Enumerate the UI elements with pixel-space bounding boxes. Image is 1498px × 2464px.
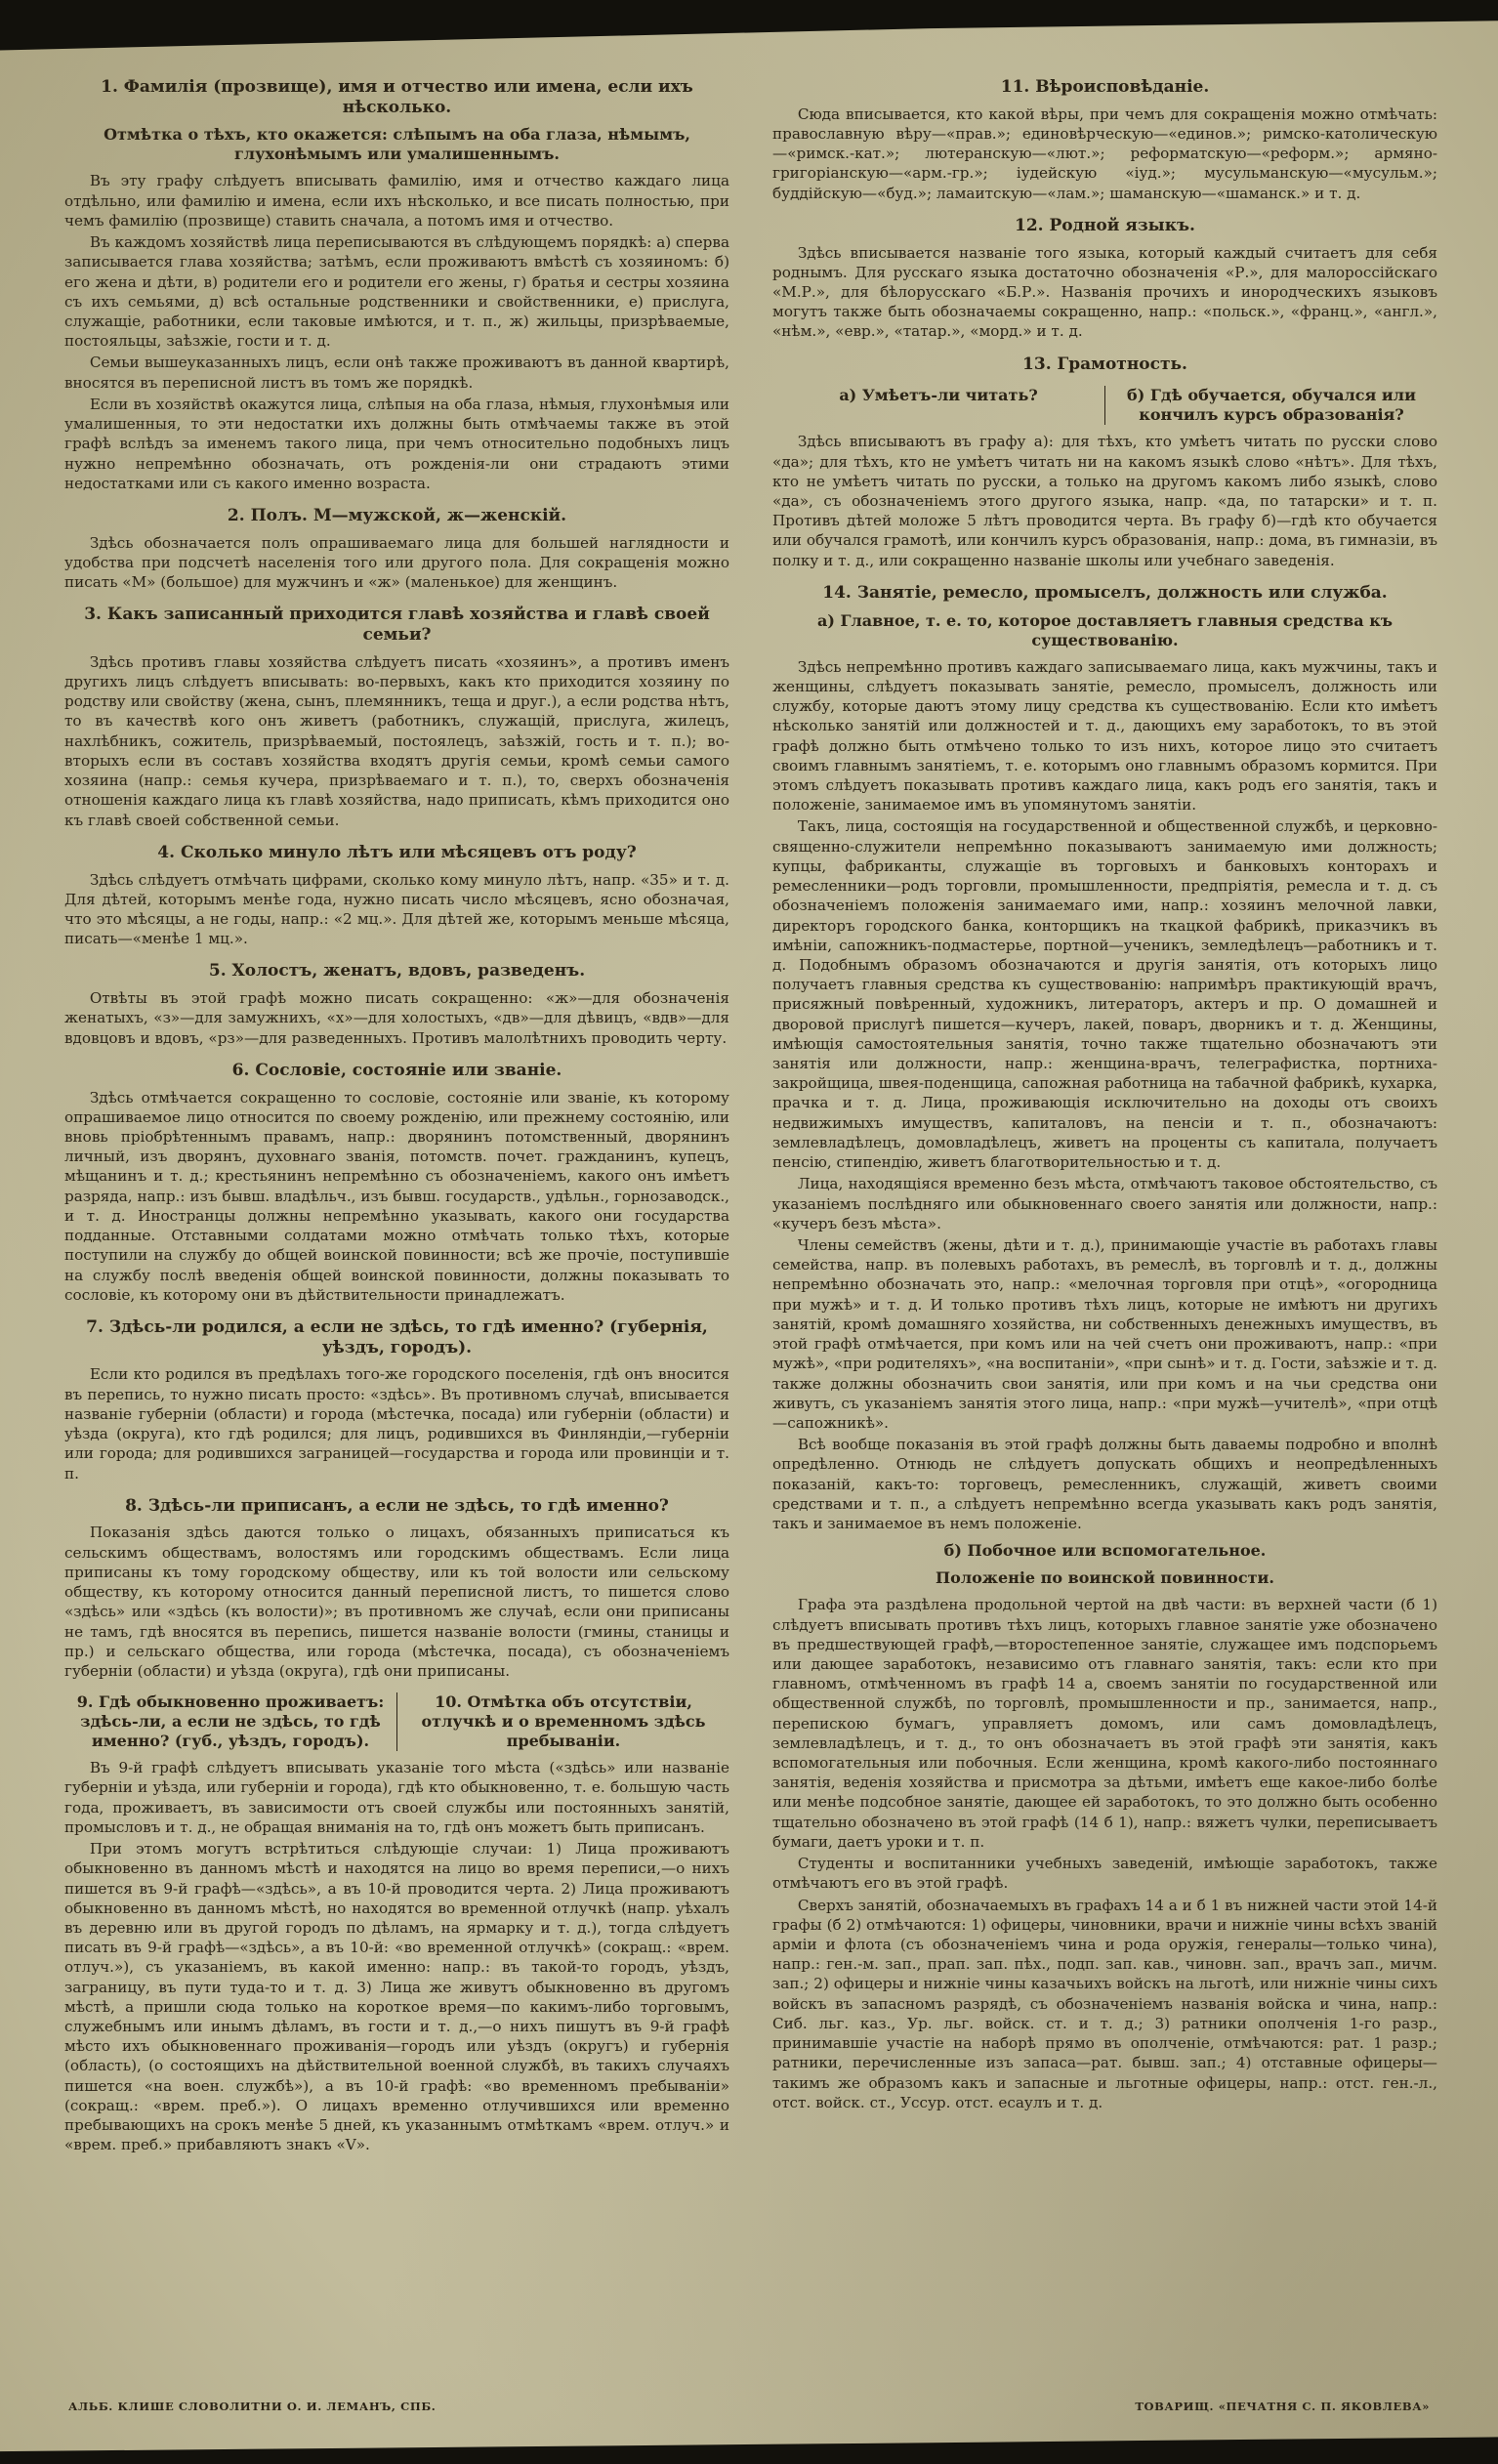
section-heading: 5. Холостъ, женатъ, вдовъ, разведенъ. [208, 961, 586, 981]
imprint-left: АЛЬБ. КЛИШЕ СЛОВОЛИТНИ О. И. ЛЕМАНЪ, СПБ. [68, 2400, 437, 2413]
paragraph: Показанія здѣсь даются только о лицахъ, обязанныхъ приписаться къ сельскимъ обществамъ, волостямъ или городскимъ обществамъ. Если лица приписаны къ тому городскому обществу, или къ той волости или сельскому обществу, къ которому относится данный переписной листъ, то пишется слово «здѣсь» или «здѣсь (къ волости)»; въ противномъ же случаѣ, если они приписаны не тамъ, гдѣ вносятся въ перепись, пишется названіе волости (гмины, станицы и пр.) и сельскаго общества, или города (мѣстечка, посада), съ обозначеніемъ губерніи (области) и уѣзда (округа), гдѣ они приписаны. [64, 1524, 729, 1680]
paragraph: Члены семействъ (жены, дѣти и т. д.), принимающіе участіе въ работахъ главы семейства, напр. въ полевыхъ работахъ, въ ремеслѣ, въ торговлѣ и т. д., должны непремѣнно обозначать это, напр.: «мелочная торговля при отцѣ», «огородница при мужѣ» и т. д. И только противъ тѣхъ лицъ, которые не имѣютъ ни другихъ занятій, кромѣ домашняго хозяйства, ни собственныхъ денежныхъ имуществъ, въ этой графѣ отмѣчается, при комъ или на чей счетъ они проживаютъ, напр.: «при мужѣ», «при родителяхъ», «на воспитаніи», «при сынѣ» и т. д. Гости, заѣзжіе и т. д. также должны обозначить свои занятія, или при комъ и на чьи средства они живутъ, съ указаніемъ занятія этого лица, напр.: «при мужѣ—учителѣ», «при отцѣ—сапожникѣ». [772, 1236, 1437, 1432]
section-heading: 1. Фамилія (прозвище), имя и отчество или имена, если ихъ нѣсколько. [101, 77, 693, 117]
section-subheading: Отмѣтка о тѣхъ, кто окажется: слѣпымъ на оба глаза, нѣмымъ, глухонѣмымъ или умалишеннымъ. [104, 125, 690, 164]
section-heading: 3. Какъ записанный приходится главѣ хозяйства и главѣ своей семьи? [84, 605, 710, 646]
section-heading: 4. Сколько минуло лѣтъ или мѣсяцевъ отъ роду? [157, 842, 637, 862]
section-heading: 2. Полъ. М—мужской, ж—женскій. [227, 505, 567, 525]
left-column [64, 64, 729, 2157]
paragraph: Графа эта раздѣлена продольной чертой на двѣ части: въ верхней части (б 1) слѣдуетъ вписывать противъ тѣхъ лицъ, которыхъ главное занятіе уже обозначено въ предшествующей графѣ,—второстепенное занятіе, служащее имъ подспорьемъ или дающее заработокъ, независимо отъ главнаго занятія, такъ: если кто при главномъ, отмѣченномъ въ графѣ 14 а, своемъ занятіи по государственной или общественной службѣ, по торговлѣ, промышленности и пр., занимается, напр., перепискою бумагъ, управляетъ домомъ, или самъ домовладѣлецъ, землевладѣлецъ, и т. д., то онъ обозначаетъ въ этой графѣ эти занятія, какъ вспомогательныя или побочныя. Если женщина, кромѣ какого-либо постояннаго занятія, веденія хозяйства и присмотра за дѣтьми, имѣетъ еще какое-либо болѣе или менѣе подсобное занятіе, дающее ей заработокъ, то это должно быть особенно тщательно обозначено въ этой графѣ (14 б 1), напр.: вяжетъ чулки, переписываетъ бумаги, даетъ уроки и т. п. [772, 1596, 1437, 1851]
section-heading: 14. Занятіе, ремесло, промыселъ, должность или служба. [822, 582, 1388, 603]
paragraph: Семьи вышеуказанныхъ лицъ, если онѣ также проживаютъ въ данной квартирѣ, вносятся въ переписной листъ въ томъ же порядкѣ. [64, 354, 729, 392]
right-column [772, 64, 1437, 2157]
paragraph: Лица, находящіяся временно безъ мѣста, отмѣчаютъ таковое обстоятельство, съ указаніемъ послѣдняго или обыкновеннаго своего занятія или должности, напр.: «кучеръ безъ мѣста». [772, 1175, 1437, 1232]
section-heading: 13. Грамотность. [1022, 354, 1187, 374]
paragraph: Въ каждомъ хозяйствѣ лица переписываются въ слѣдующемъ порядкѣ: а) сперва записывается глава хозяйства; затѣмъ, если проживаютъ вмѣстѣ съ хозяиномъ: б) его жена и дѣти, в) родители его и родители его жены, г) братья и сестры хозяина съ ихъ семьями, д) всѣ остальные родственники и свойственники, е) прислуга, служащіе, работники, если таковые имѣются, и т. п., ж) жильцы, призрѣваемые, постояльцы, заѣзжіе, гости и т. д. [64, 233, 729, 351]
paragraph: Всѣ вообще показанія въ этой графѣ должны быть даваемы подробно и вполнѣ опредѣленно. Отнюдь не слѣдуетъ допускать общихъ и неопредѣленныхъ показаній, какъ-то: торговецъ, ремесленникъ, служащій, живетъ своими средствами и т. п., а слѣдуетъ непремѣнно всегда указывать какъ родъ занятія, такъ и занимаемое въ немъ положеніе. [772, 1436, 1437, 1533]
section-heading: а) Умѣетъ-ли читать? [839, 386, 1038, 405]
paragraph: Въ эту графу слѣдуетъ вписывать фамилію, имя и отчество каждаго лица отдѣльно, или фамилію и имена, если ихъ нѣсколько, и все писать полностью, при чемъ фамилію (прозвище) ставить сначала, а потомъ имя и отчество. [64, 172, 729, 230]
section-subheading: б) Побочное или вспомогательное. [943, 1541, 1267, 1561]
paragraph: Въ 9-й графѣ слѣдуетъ вписывать указаніе того мѣста («здѣсь» или названіе губерніи и уѣзда, или губерніи и города), гдѣ кто обыкновенно, т. е. большую часть года, проживаетъ, въ зависимости отъ своей службы или постоянныхъ занятій, промысловъ и т. д., не обращая вниманія на то, гдѣ онъ можетъ быть приписанъ. [64, 1759, 729, 1836]
paragraph: Здѣсь противъ главы хозяйства слѣдуетъ писать «хозяинъ», а противъ именъ другихъ лицъ слѣдуетъ вписывать: во-первыхъ, какъ кто приходится хозяину по родству или свойству (жена, сынъ, племянникъ, теща и друг.), а если родства нѣтъ, то въ качествѣ кого онъ живетъ (работникъ, служащій, прислуга, жилецъ, нахлѣбникъ, сожитель, призрѣваемый, постоялецъ, заѣзжій, гость и т. п.); во-вторыхъ если въ составъ хозяйства входятъ другія семьи, кромѣ семьи самого хозяина (напр.: семья кучера, призрѣваемаго и т. п.), то, сверхъ обозначенія отношенія каждаго лица къ главѣ хозяйства, надо приписать, кѣмъ приходится оно къ главѣ своей собственной семьи. [64, 652, 729, 829]
imprint-right: ТОВАРИЩ. «ПЕЧАТНЯ С. П. ЯКОВЛЕВА» [1135, 2400, 1430, 2413]
paragraph: Здѣсь непремѣнно противъ каждаго записываемаго лица, какъ мужчины, такъ и женщины, слѣдуетъ показывать занятіе, ремесло, промыселъ, должность или службу, которые даютъ этому лицу средства къ существованію. Если кто имѣетъ нѣсколько занятій или должностей и т. д., дающихъ ему заработокъ, то въ этой графѣ должно быть отмѣчено только то изъ нихъ, которое лицо это считаетъ своимъ главнымъ занятіемъ, т. е. которымъ оно главнымъ образомъ кормится. При этомъ слѣдуетъ показывать противъ каждаго лица, какъ родъ его занятія, такъ и положеніе, занимаемое имъ въ упомянутомъ занятіи. [772, 657, 1437, 814]
section-heading: 6. Сословіе, состояніе или званіе. [231, 1060, 562, 1080]
paragraph: Такъ, лица, состоящія на государственной и общественной службѣ, и церковно-священно-служители непремѣнно показываютъ занимаемую ими должность; купцы, фабриканты, служащіе въ торговыхъ и банковыхъ конторахъ и ремесленники—родъ торговли, промышленности, предпріятія, ремесла и т. д. съ обозначеніемъ положенія занимаемаго ими, напр.: хозяинъ мелочной лавки, директоръ городского банка, конторщикъ на ткацкой фабрикѣ, приказчикъ въ имѣніи, сапожникъ-подмастерье, портной—ученикъ, земледѣлецъ—работникъ и т. д. Подобнымъ образомъ обозначаются и другія занятія, отъ которыхъ лицо получаетъ главныя средства къ существованію: напримѣръ практикующій врачъ, присяжный повѣренный, художникъ, литераторъ, актеръ и пр. О домашней и дворовой прислугѣ пишется—кучеръ, лакей, поваръ, дворникъ и т. д. Женщины, имѣющія самостоятельныя занятія, точно также тщательно обозначаютъ эти занятія или должности, напр.: женщина-врачъ, телеграфистка, портниха-закройщица, швея-поденщица, сапожная работница на табачной фабрикѣ, кухарка, прачка и т. д. Лица, проживающія исключительно на доходы отъ своихъ недвижимыхъ имуществъ, капиталовъ, на пенсіи и т. п., обозначаютъ: землевладѣлецъ, домовладѣлецъ, живетъ на проценты съ капитала, получаетъ пенсію, стипендію, живетъ благотворительностью и т. д. [772, 817, 1437, 1172]
paragraph: Если въ хозяйствѣ окажутся лица, слѣпыя на оба глаза, нѣмыя, глухонѣмыя или умалишенныя, то эти недостатки ихъ должны быть отмѣчаемы также въ этой графѣ вслѣдъ за именемъ такого лица, при чемъ относительно подобныхъ лицъ нужно непремѣнно обозначать, отъ рожденія-ли они страдаютъ этими недостатками или съ какого именно возраста. [64, 395, 729, 492]
section-heading: б) Гдѣ обучается, обучался или кончилъ курсъ образованія? [1104, 386, 1437, 425]
paragraph: Здѣсь вписываютъ въ графу а): для тѣхъ, кто умѣетъ читать по русски слово «да»; для тѣхъ, кто не умѣетъ читать ни на какомъ языкѣ слово «нѣтъ». Для тѣхъ, кто не умѣетъ читать по русски, а только на другомъ какомъ либо языкѣ, слово «да», съ обозначеніемъ этого другого языка, напр. «да, по татарски» и т. п. Противъ дѣтей моложе 5 лѣтъ проводится черта. Въ графу б)—гдѣ кто обучается или обучался грамотѣ, или кончилъ курсъ образованія, напр.: дома, въ гимназіи, въ полку и т. д., или сокращенно названіе школы или учебнаго заведенія. [772, 433, 1437, 569]
paragraph: Сюда вписывается, кто какой вѣры, при чемъ для сокращенія можно отмѣчать: православную вѣру—«прав.»; единовѣрческую—«единов.»; римско-католическую—«римск.-кат.»; лютеранскую—«лют.»; реформатскую—«реформ.»; армяно-григоріанскую—«арм.-гр.»; іудейскую «іуд.»; мусульманскую—«мусульм.»; буддійскую—«буд.»; ламаитскую—«лам.»; шаманскую—«шаманск.» и т. д. [772, 104, 1437, 202]
paragraph: Здѣсь вписывается названіе того языка, который каждый считаетъ для себя роднымъ. Для русскаго языка достаточно обозначенія «Р.», для малороссійскаго «М.Р.», для бѣлорусскаго «Б.Р.». Названія прочихъ и инородческихъ языковъ могутъ также быть обозначаемы сокращенно, напр.: «польск.», «франц.», «англ.», «нѣм.», «евр.», «татар.», «морд.» и т. д. [772, 243, 1437, 341]
paragraph: Сверхъ занятій, обозначаемыхъ въ графахъ 14 а и б 1 въ нижней части этой 14-й графы (б 2) отмѣчаются: 1) офицеры, чиновники, врачи и нижніе чины всѣхъ званій арміи и флота (съ обозначеніемъ чина и рода оружія, генералы—только чина), напр.: ген.-м. зап., прап. зап. пѣх., подп. зап. кав., чиновн. зап., врачъ зап., мичм. зап.; 2) офицеры и нижніе чины казачьихъ войскъ на льготѣ, или нижніе чины сихъ войскъ въ запасномъ разрядѣ, съ обозначеніемъ названія войска и чина, напр.: Сиб. льг. каз., Ур. льг. войск. ст. и т. д.; 3) ратники ополченія 1-го разр., принимавшіе участіе на наборѣ прямо въ ополченіе, отмѣчаются: рат. 1 разр.; ратники, перечисленные изъ запаса—рат. бывш. зап.; 4) отставные офицеры—такимъ же образомъ какъ и запасные и льготные офицеры, напр.: отст. ген.-л., отст. войск. ст., Уссур. отст. есаулъ и т. д. [772, 1896, 1437, 2111]
section-heading: 7. Здѣсь-ли родился, а если не здѣсь, то гдѣ именно? (губернія, уѣздъ, городъ). [86, 1316, 708, 1357]
paragraph: Здѣсь обозначается полъ опрашиваемаго лица для большей наглядности и удобства при подсчетѣ населенія того или другого пола. Для сокращенія можно писать «М» (большое) для мужчинъ и «ж» (маленькое) для женщинъ. [64, 533, 729, 592]
section-subheading: Положеніе по воинской повинности. [936, 1568, 1274, 1588]
section-heading-pair [772, 386, 1437, 425]
paragraph: При этомъ могутъ встрѣтиться слѣдующіе случаи: 1) Лица проживаютъ обыкновенно въ данномъ мѣстѣ и находятся на лицо во время переписи,—о нихъ пишется въ 9-й графѣ—«здѣсь», а въ 10-й проводится черта. 2) Лица проживаютъ обыкновенно въ данномъ мѣстѣ, но находятся во временной отлучкѣ (напр. уѣхалъ въ деревню или въ другой городъ по дѣламъ, на ярмарку и т. д.), тогда слѣдуетъ писать въ 9-й графѣ—«здѣсь», а въ 10-й: «во временной отлучкѣ» (сокращ.: «врем. отлуч.»), съ указаніемъ, въ какой именно: напр.: въ такой-то городъ, уѣздъ, заграницу, въ пути туда-то и т. д. 3) Лица же живутъ обыкновенно въ другомъ мѣстѣ, а пришли сюда только на короткое время—по какимъ-либо торговымъ, служебнымъ или инымъ дѣламъ, въ гости и т. д.,—о нихъ пишутъ въ 9-й графѣ мѣсто ихъ обыкновеннаго проживанія—городъ или уѣздъ (округъ) и губернія (область), (о состоящихъ на дѣйствительной военной службѣ, въ такихъ случаяхъ пишется «на воен. службѣ»), а въ 10-й графѣ: «во временномъ пребываніи» (сокращ.: «врем. преб.»). О лицахъ временно отлучившихся или временно пребывающихъ на срокъ менѣе 5 дней, къ указаннымъ отмѣткамъ «врем. отлуч.» и «врем. преб.» прибавляютъ знакъ «V». [64, 1840, 729, 2154]
paragraph: Студенты и воспитанники учебныхъ заведеній, имѣющіе заработокъ, также отмѣчаютъ его въ этой графѣ. [772, 1855, 1437, 1893]
paragraph: Здѣсь отмѣчается сокращенно то сословіе, состояніе или званіе, къ которому опрашиваемое лицо относится по своему рожденію, или прежнему состоянію, или вновь пріобрѣтеннымъ правамъ, напр.: дворянинъ потомственный, дворянинъ личный, изъ дворянъ, духовнаго званія, потомств. почет. гражданинъ, купецъ, мѣщанинъ и т. д.; крестьянинъ непремѣнно съ обозначеніемъ, какого онъ имѣетъ разряда, напр.: изъ бывш. владѣльч., изъ бывш. государств., удѣльн., горнозаводск., и т. д. Иностранцы должны непремѣнно указывать, какого они государства подданные. Отставными солдатами можно отмѣчать только тѣхъ, которые поступили на службу до общей воинской повинности; всѣ же прочіе, поступившіе на службу послѣ введенія общей воинской повинности, должны показывать то сословіе, къ которому они въ дѣйствительности принадлежатъ. [64, 1088, 729, 1304]
section-heading: 9. Гдѣ обыкновенно проживаетъ: здѣсь-ли, а если не здѣсь, то гдѣ именно? (губ., уѣздъ, городъ). [76, 1692, 385, 1751]
section-heading: 12. Родной языкъ. [1015, 215, 1195, 235]
paragraph: Отвѣты въ этой графѣ можно писать сокращенно: «ж»—для обозначенія женатыхъ, «з»—для замужнихъ, «х»—для холостыхъ, «дв»—для дѣвицъ, «вдв»—для вдовцовъ и вдовъ, «рз»—для разведенныхъ. Противъ малолѣтнихъ проводить черту. [64, 989, 729, 1047]
section-heading-pair [64, 1692, 729, 1751]
section-heading: 11. Вѣроисповѣданіе. [1000, 77, 1210, 97]
section-heading: 8. Здѣсь-ли приписанъ, а если не здѣсь, то гдѣ именно? [125, 1495, 669, 1516]
section-heading: 10. Отмѣтка объ отсутствіи, отлучкѣ и о временномъ здѣсь пребываніи. [396, 1692, 729, 1751]
section-subheading: а) Главное, т. е. то, которое доставляетъ главныя средства къ существованію. [816, 610, 1394, 649]
paragraph: Если кто родился въ предѣлахъ того-же городского поселенія, гдѣ онъ вносится въ перепись, то нужно писать просто: «здѣсь». Въ противномъ случаѣ, вписывается названіе губерніи (области) и города (мѣстечка, посада) или губерніи (области) и уѣзда (округа), кто гдѣ родился; для лицъ, родившихся въ Финляндіи,—губерніи или города; для родившихся заграницей—государства и города или провинціи и т. п. [64, 1365, 729, 1483]
paragraph: Здѣсь слѣдуетъ отмѣчать цифрами, сколько кому минуло лѣтъ, напр. «35» и т. д. Для дѣтей, которымъ менѣе года, нужно писать число мѣсяцевъ, ясно обозначая, что это мѣсяцы, а не годы, напр.: «2 мц.». Для дѣтей же, которымъ меньше мѣсяца, писать—«менѣе 1 мц.». [64, 870, 729, 948]
